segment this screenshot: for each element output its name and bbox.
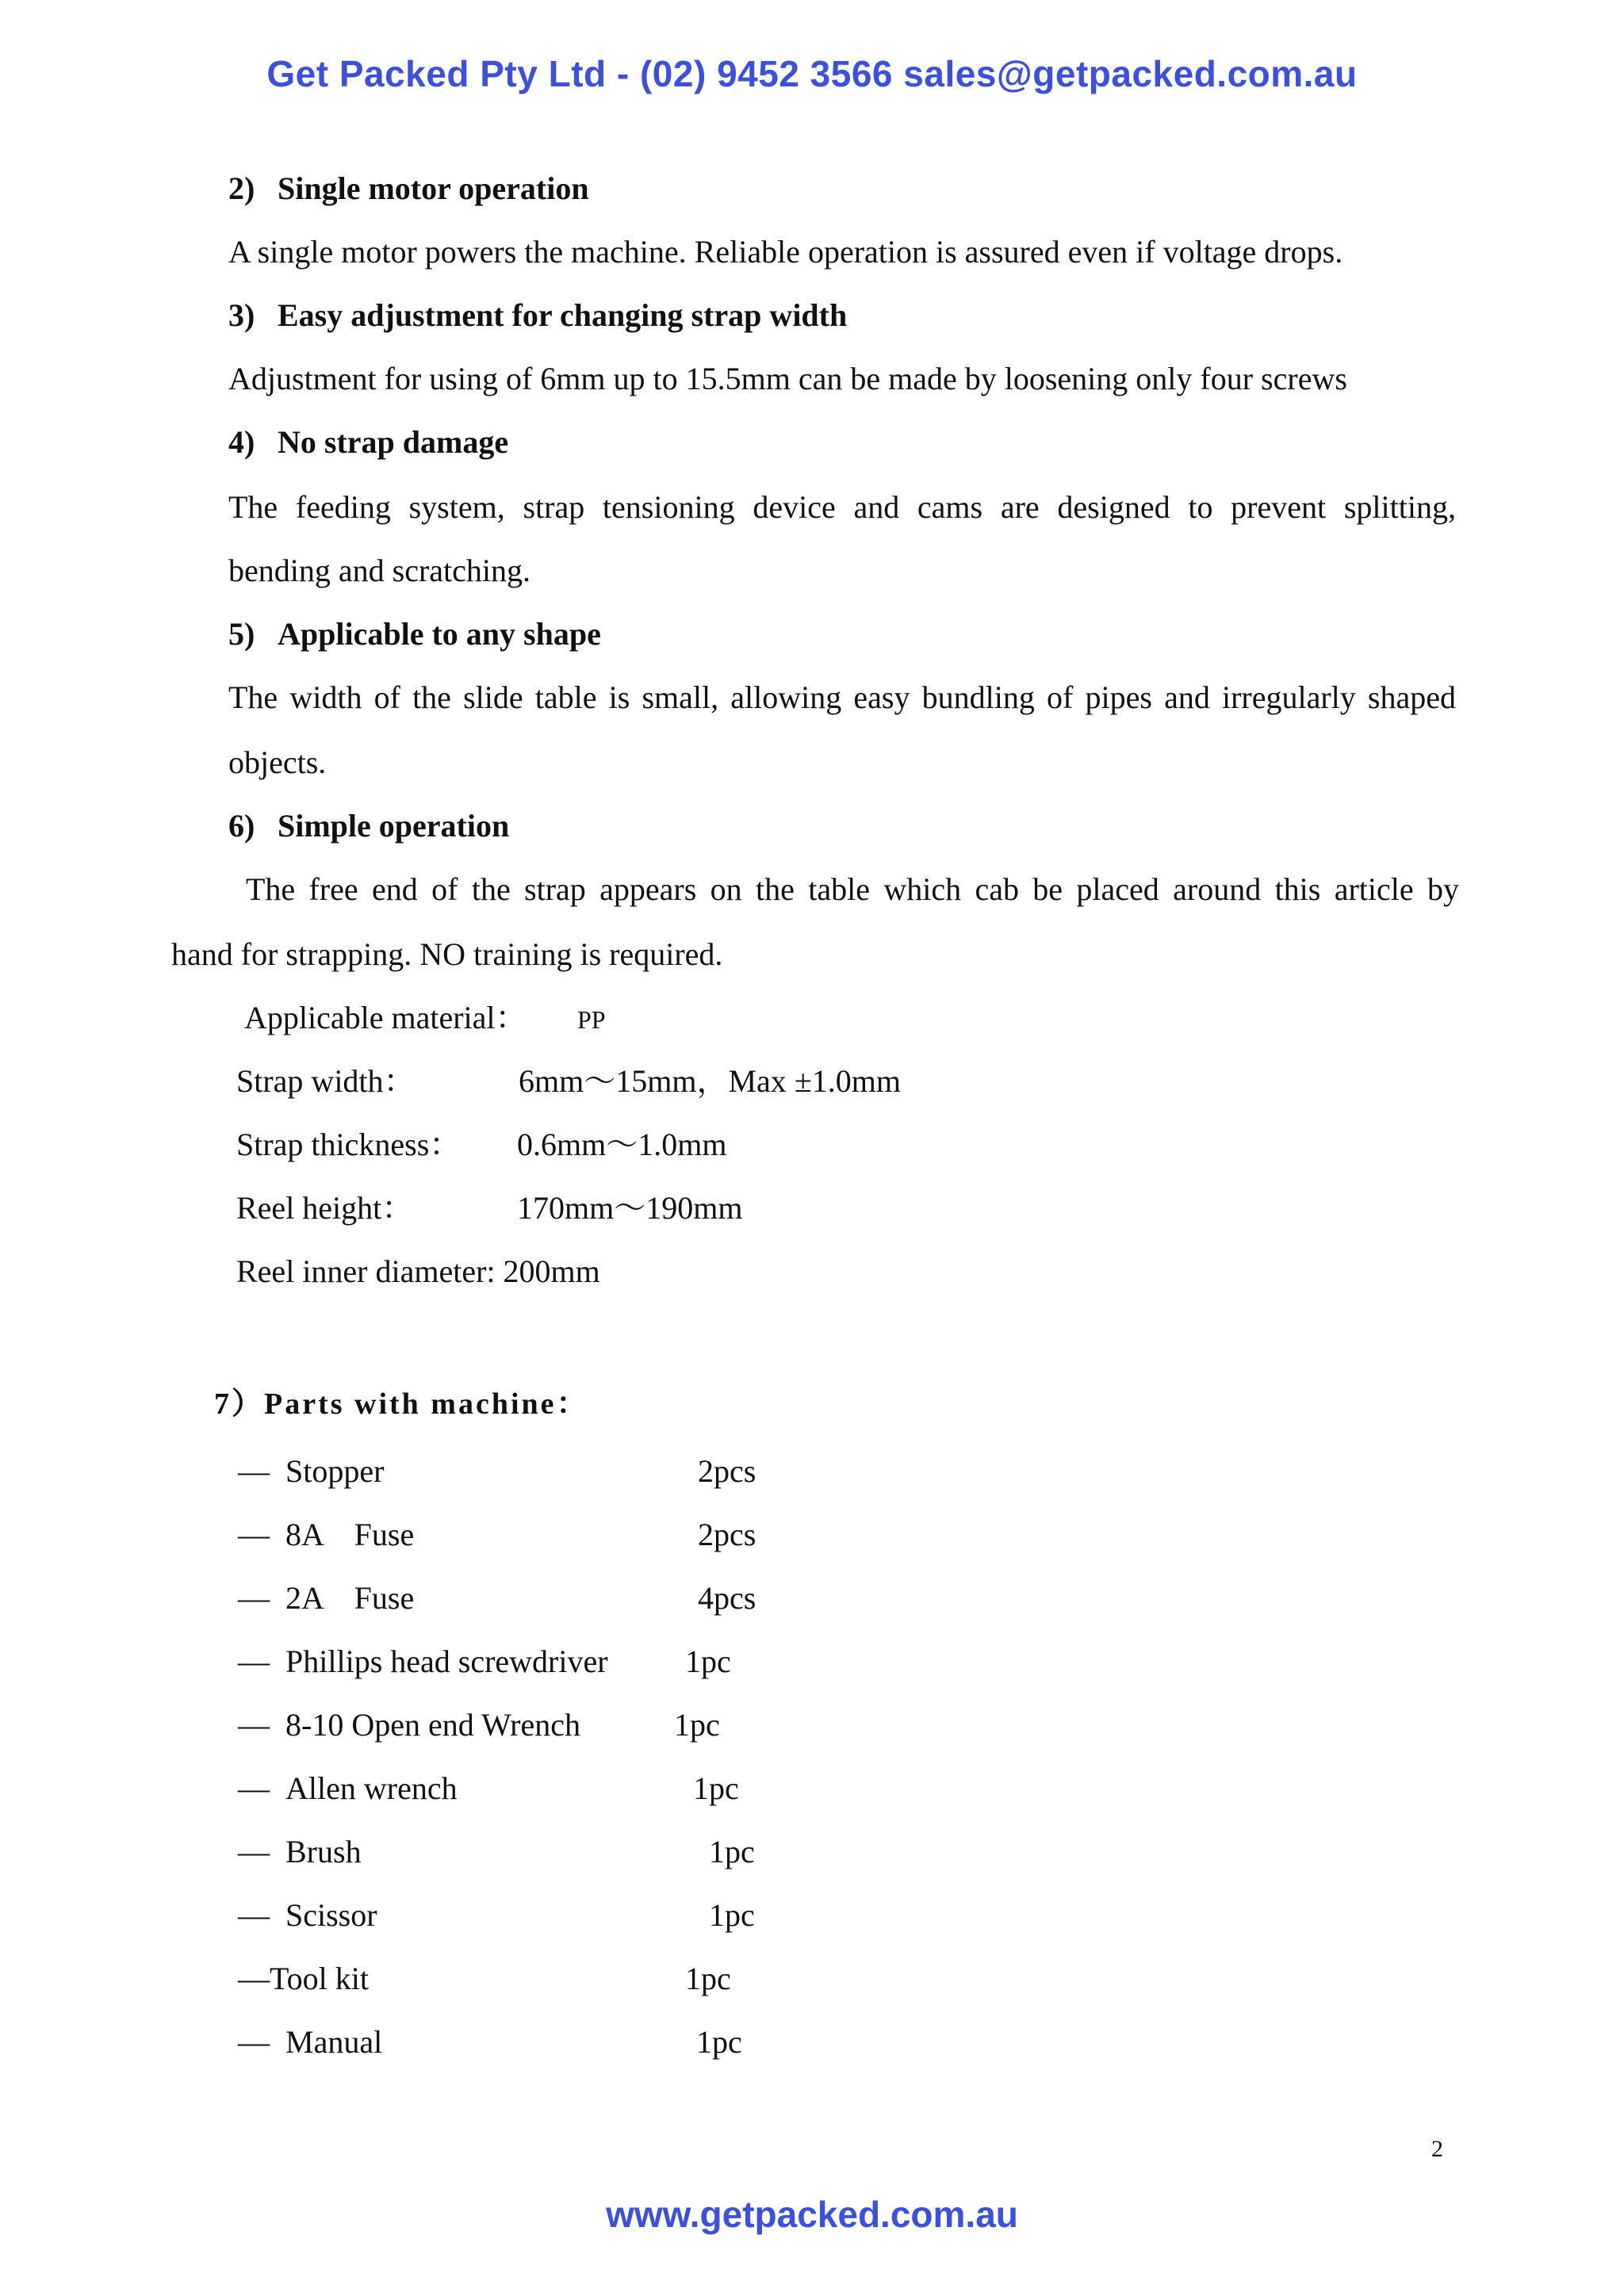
parts-item-qty: 1pc bbox=[696, 2024, 742, 2060]
section-number: 3) bbox=[228, 297, 255, 333]
parts-item bbox=[238, 1582, 414, 1614]
spec-value: PP bbox=[577, 1005, 606, 1034]
section-heading bbox=[228, 810, 509, 842]
spec-value: 0.6mm～1.0mm bbox=[517, 1127, 727, 1162]
parts-item-qty: 1pc bbox=[709, 1834, 755, 1869]
parts-item-qty: 1pc bbox=[685, 1961, 731, 1996]
parts-item bbox=[238, 2026, 382, 2058]
section-title: No strap damage bbox=[278, 424, 509, 460]
parts-item-name: Tool kit bbox=[270, 1961, 369, 1996]
parts-item-name: Stopper bbox=[285, 1453, 385, 1489]
parts-item bbox=[238, 1897, 377, 1933]
spec-label: Strap width： bbox=[236, 1063, 416, 1099]
parts-item bbox=[238, 1709, 580, 1741]
section-title: Single motor operation bbox=[278, 170, 589, 206]
section-body: hand for strapping. NO training is required. bbox=[171, 936, 723, 972]
section-heading bbox=[228, 297, 848, 333]
parts-item bbox=[238, 1646, 608, 1678]
parts-item-name: Scissor bbox=[285, 1897, 377, 1933]
dash-bullet: — bbox=[238, 1897, 270, 1933]
parts-item-qty: 1pc bbox=[685, 1644, 731, 1679]
parts-item-qty: 4pcs bbox=[698, 1580, 756, 1616]
spec-label: Strap thickness： bbox=[236, 1127, 462, 1162]
spec-value: 6mm～15mm，Max ±1.0mm bbox=[519, 1063, 901, 1099]
section-title: Simple operation bbox=[278, 808, 510, 844]
spec-label: Applicable material： bbox=[244, 1000, 527, 1035]
section-body: bending and scratching. bbox=[228, 553, 530, 588]
parts-item-name: 2A Fuse bbox=[285, 1580, 415, 1616]
parts-item bbox=[238, 1836, 362, 1868]
dash-bullet: — bbox=[238, 1580, 270, 1616]
parts-item-qty: 1pc bbox=[709, 1897, 755, 1933]
parts-item-name: Phillips head screwdriver bbox=[285, 1644, 608, 1679]
spec-reel-height bbox=[236, 1192, 742, 1224]
parts-item-name: Brush bbox=[285, 1834, 362, 1869]
parts-item-name: 8A Fuse bbox=[285, 1517, 415, 1552]
parts-item-qty: 1pc bbox=[693, 1770, 739, 1806]
parts-item-qty: 1pc bbox=[674, 1707, 720, 1743]
page-number: 2 bbox=[1431, 2136, 1443, 2162]
section-body: The width of the slide table is small, allowing easy bundling of pipes and irregularly shaped bbox=[228, 679, 1456, 715]
dash-bullet: — bbox=[238, 1517, 270, 1552]
parts-item-qty: 2pcs bbox=[698, 1517, 756, 1552]
section-body: Adjustment for using of 6mm up to 15.5mm can be made by loosening only four screws bbox=[228, 361, 1347, 396]
section-body: objects. bbox=[228, 744, 327, 780]
parts-item-name: Manual bbox=[285, 2024, 383, 2060]
spec-strap-thickness bbox=[236, 1129, 726, 1161]
section-heading bbox=[228, 618, 601, 650]
spec-reel-diameter: Reel inner diameter: 200mm bbox=[236, 1253, 600, 1289]
parts-item-name: 8-10 Open end Wrench bbox=[285, 1707, 580, 1743]
section-title: Easy adjustment for changing strap width bbox=[278, 297, 848, 333]
dash-bullet: — bbox=[238, 1453, 270, 1489]
parts-item bbox=[238, 1453, 385, 1489]
section-body: The free end of the strap appears on the table which cab be placed around this article by bbox=[246, 871, 1459, 907]
section-body: The feeding system, strap tensioning device and cams are designed to prevent splitting, bbox=[228, 489, 1456, 525]
dash-bullet: — bbox=[238, 1707, 270, 1743]
section-number: 6) bbox=[228, 808, 255, 844]
dash-bullet: — bbox=[238, 1770, 270, 1806]
parts-item-name: Allen wrench bbox=[285, 1770, 458, 1806]
section-title: Applicable to any shape bbox=[278, 616, 601, 652]
section-heading bbox=[228, 170, 589, 206]
dash-bullet: — bbox=[238, 1644, 270, 1679]
website-footer[interactable]: www.getpacked.com.au bbox=[606, 2194, 1018, 2235]
parts-item-qty: 2pcs bbox=[698, 1453, 756, 1489]
spec-value: 170mm～190mm bbox=[517, 1190, 743, 1226]
parts-item bbox=[238, 1963, 369, 1995]
section-number: 2) bbox=[228, 170, 255, 206]
parts-item bbox=[238, 1519, 414, 1551]
dash-bullet: — bbox=[238, 1961, 270, 1996]
spec-material bbox=[244, 1002, 606, 1034]
dash-bullet: — bbox=[238, 1834, 270, 1869]
section-number: 4) bbox=[228, 424, 255, 460]
section-body: A single motor powers the machine. Reliable operation is assured even if voltage drops. bbox=[228, 234, 1343, 270]
section-number: 5) bbox=[228, 616, 255, 652]
spec-strap-width bbox=[236, 1063, 901, 1099]
section-heading bbox=[228, 424, 509, 460]
spec-label: Reel height： bbox=[236, 1190, 414, 1226]
parts-title: 7）Parts with machine： bbox=[214, 1387, 589, 1421]
parts-item bbox=[238, 1770, 458, 1806]
dash-bullet: — bbox=[238, 2024, 270, 2060]
company-header: Get Packed Pty Ltd - (02) 9452 3566 sales@getpacked.com.au bbox=[266, 53, 1358, 94]
